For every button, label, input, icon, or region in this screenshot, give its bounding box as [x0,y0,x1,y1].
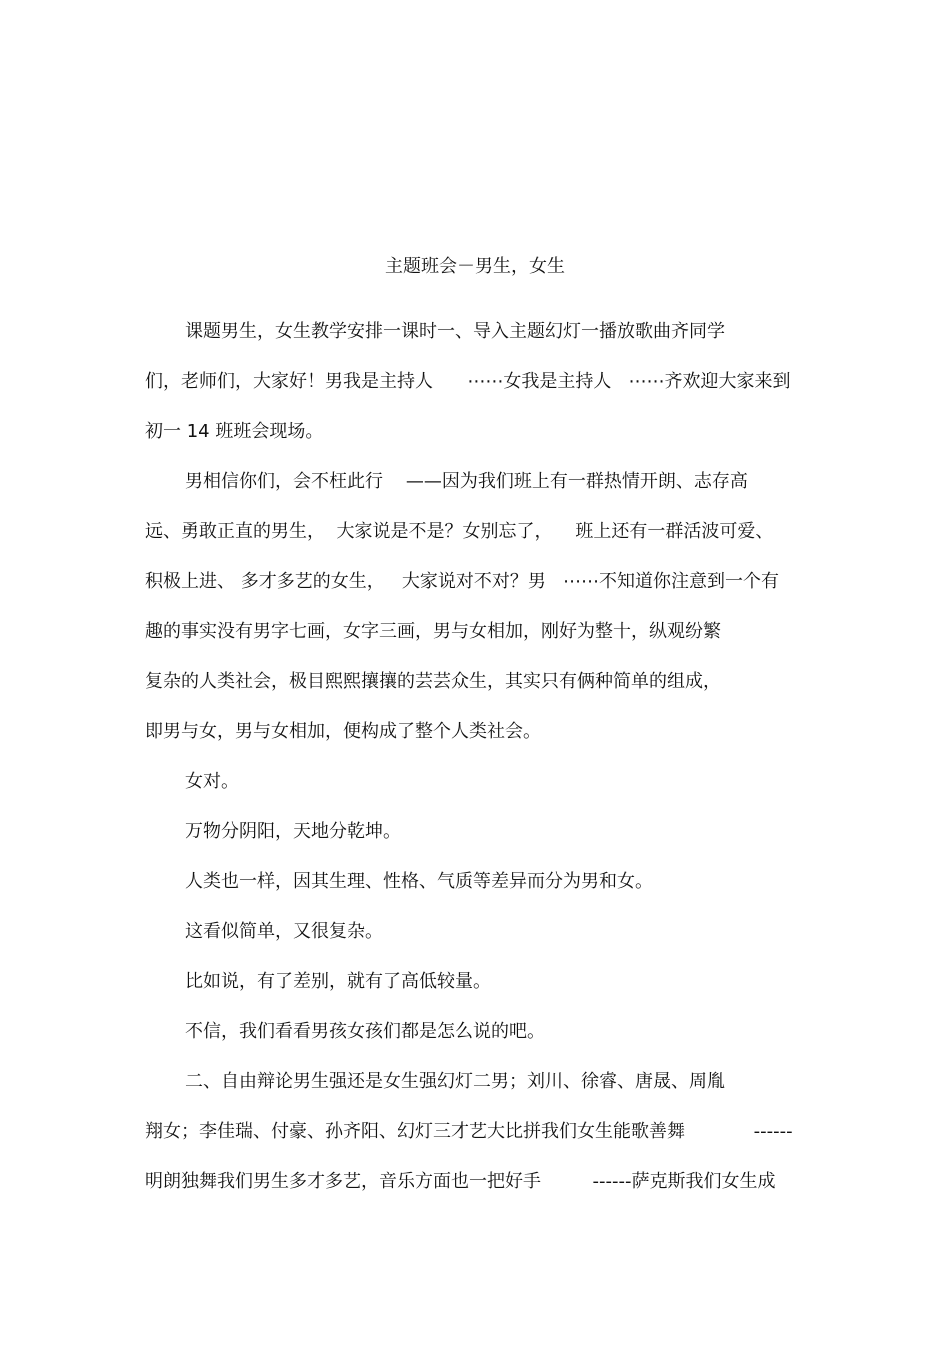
paragraph-line: 复杂的人类社会，极目熙熙攘攘的芸芸众生，其实只有俩种简单的组成， [145,671,721,692]
paragraph-line: 初一 14 班班会现场。 [145,421,324,442]
document-title: 主题班会－男生，女生 [385,256,565,277]
paragraph-line: 翔女；李佳瑞、付豪、孙齐阳、幻灯三才艺大比拼我们女生能歌善舞 ------ [145,1121,793,1142]
paragraph-line: 积极上进、 多才多艺的女生， 大家说对不对？男 ⋯⋯不知道你注意到一个有 [145,571,780,592]
paragraph-line: 女对。 [185,771,239,792]
paragraph-line: 比如说，有了差别，就有了高低较量。 [185,971,491,992]
paragraph-line: 二、自由辩论男生强还是女生强幻灯二男；刘川、徐睿、唐晟、周胤 [185,1071,725,1092]
paragraph-line: 远、勇敢正直的男生， 大家说是不是？女别忘了， 班上还有一群活波可爱、 [145,521,774,542]
paragraph-line: 即男与女，男与女相加，便构成了整个人类社会。 [145,721,541,742]
paragraph-line: 这看似简单，又很复杂。 [185,921,383,942]
paragraph-line: 不信，我们看看男孩女孩们都是怎么说的吧。 [185,1021,545,1042]
paragraph-line: 课题男生，女生教学安排一课时一、导入主题幻灯一播放歌曲齐同学 [185,321,725,342]
paragraph-line: 男相信你们，会不枉此行 ——因为我们班上有一群热情开朗、志存高 [185,471,748,492]
paragraph-line: 们，老师们，大家好！男我是主持人 ⋯⋯女我是主持人 ⋯⋯齐欢迎大家来到 [145,371,791,392]
paragraph-line: 明朗独舞我们男生多才多艺，音乐方面也一把好手 ------萨克斯我们女生成 [145,1171,776,1192]
paragraph-line: 人类也一样，因其生理、性格、气质等差异而分为男和女。 [185,871,653,892]
paragraph-line: 万物分阴阳，天地分乾坤。 [185,821,401,842]
paragraph-line: 趣的事实没有男字七画，女字三画，男与女相加，刚好为整十，纵观纷繁 [145,621,721,642]
